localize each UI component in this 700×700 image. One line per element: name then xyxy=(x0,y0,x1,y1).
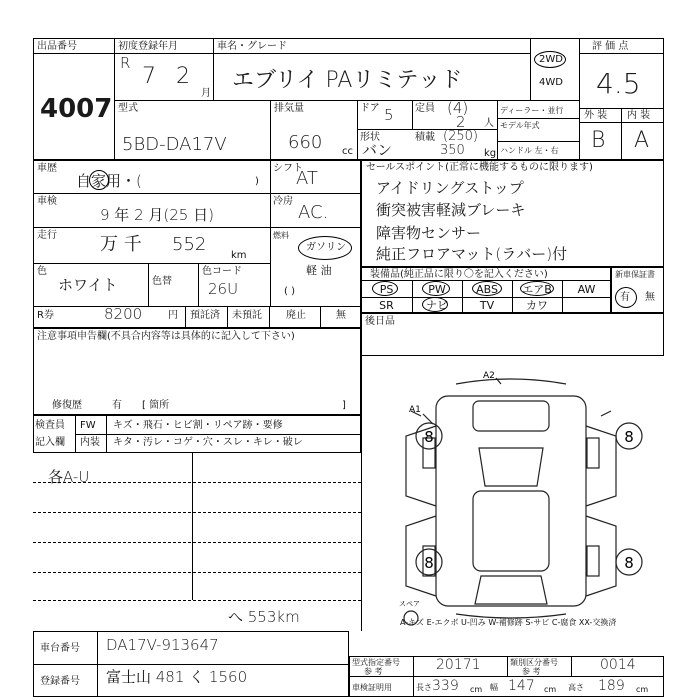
shift-value: AT xyxy=(296,168,318,189)
color-label: 色 xyxy=(37,266,47,277)
displacement-value: 660 xyxy=(288,132,323,153)
new-car-no: 無 xyxy=(645,292,655,303)
model-designation-value: 20171 xyxy=(436,657,481,673)
a2-note: A2 xyxy=(483,371,495,381)
recycle-label: R券 xyxy=(37,310,54,321)
legend-line-1: キズ・飛石・ヒビ割・リペア跡・要修 xyxy=(113,420,283,431)
load-unit: kg xyxy=(484,148,497,159)
width-label: 幅 xyxy=(490,683,498,692)
new-car-yes: 有 xyxy=(620,292,630,303)
lot-number: 4007 xyxy=(40,94,113,124)
door-label: ドア xyxy=(360,103,380,114)
sales-point-2: 衝突被害軽減ブレーキ xyxy=(376,201,526,219)
grade-value: 4.5 xyxy=(596,67,641,100)
entry-label: 記入欄 xyxy=(35,437,65,448)
width-value: 147 xyxy=(508,678,535,694)
cert-label: 車検証明用 xyxy=(352,683,392,692)
mark-front-right: 8 xyxy=(624,428,634,446)
legend-line-2: キタ・汚レ・コゲ・穴・スレ・キレ・破レ xyxy=(113,437,303,448)
exterior-label: 外 装 xyxy=(584,110,608,121)
reference-label-2: 参 考 xyxy=(522,667,541,676)
sales-point-3: 障害物センサー xyxy=(376,224,482,242)
load-value2: 350 xyxy=(440,143,465,158)
fuel-value: ガソリン xyxy=(306,242,346,253)
damage-legend: A-キズ E-エクボ U-凹み W-補修跡 S-サビ C-腐食 XX-交換済 xyxy=(400,618,617,627)
history-close: ) xyxy=(255,176,259,187)
displacement-unit: cc xyxy=(342,146,353,157)
post-items-frame xyxy=(361,313,664,356)
repair-label: 修復歴 xyxy=(52,400,82,411)
model-designation-label: 型式指定番号 xyxy=(352,658,400,667)
handwritten-note: 各A-U xyxy=(48,468,90,486)
era-mark: R xyxy=(120,54,131,72)
mileage-prefix: 万 千 xyxy=(100,234,142,255)
chassis-label: 車台番号 xyxy=(40,643,80,654)
reference-label: 参 考 xyxy=(364,667,383,676)
sales-point-1: アイドリングストップ xyxy=(376,179,524,197)
capacity-value2: 2 xyxy=(456,113,466,131)
shape-value: バン xyxy=(362,141,393,159)
capacity-label: 定員 xyxy=(415,103,435,114)
equip-pw: PW xyxy=(428,283,446,296)
equip-ps: PS xyxy=(379,283,394,296)
equip-sr: SR xyxy=(379,299,394,312)
equip-pw-circle xyxy=(422,281,450,296)
recycle-unpaid: 未預託 xyxy=(232,310,262,321)
repair-yes: 有 xyxy=(112,400,122,411)
sales-point-4: 純正フロアマット(ラバー)付 xyxy=(376,245,568,263)
equip-leather: カワ xyxy=(526,299,548,312)
shift-label: シフト xyxy=(273,163,303,174)
shape-label: 形状 xyxy=(360,132,380,143)
post-label: 後日品 xyxy=(365,316,395,327)
inspection-value: 9 年 2 月(25 日) xyxy=(100,206,214,224)
interior-value: A xyxy=(634,128,650,153)
month-unit: 月 xyxy=(201,88,211,99)
model-value: 5BD-DA17V xyxy=(122,134,227,155)
color-code-value: 26U xyxy=(208,280,239,298)
length-value: 339 xyxy=(432,678,459,694)
history-label: 車歴 xyxy=(37,163,57,174)
fuel-alt: 軽 油 xyxy=(306,264,332,277)
new-car-yes-circle xyxy=(615,287,637,308)
history-private-circle xyxy=(89,170,109,190)
mileage-label: 走行 xyxy=(37,230,57,241)
mileage-value: 552 xyxy=(172,234,207,255)
repair-close: ] xyxy=(342,400,346,411)
a1-note: A1 xyxy=(409,405,421,415)
equip-tv: TV xyxy=(479,299,495,312)
inspection-label: 車検 xyxy=(37,196,57,207)
load-value: (250) xyxy=(443,129,478,144)
height-value: 189 xyxy=(598,678,625,694)
first-reg-year: 7 xyxy=(142,64,156,89)
fuel-gasoline-circle xyxy=(298,236,352,260)
equip-navi: ナビ xyxy=(426,299,448,312)
height-label: 高さ xyxy=(568,683,584,692)
first-reg-month: 2 xyxy=(176,64,190,89)
mark-front-left: 8 xyxy=(424,428,434,446)
equipment-label: 装備品(純正品に限り〇を記入ください) xyxy=(370,269,548,280)
grade-label: 評 価 点 xyxy=(592,41,629,52)
lot-label: 出品番号 xyxy=(37,41,77,52)
new-car-label: 新車保証書 xyxy=(615,270,655,279)
mark-rear-left: 8 xyxy=(424,554,434,572)
model-year-label: モデル年式 xyxy=(500,121,540,130)
equip-aw: AW xyxy=(577,283,596,296)
odometer-note: へ 553km xyxy=(228,608,300,626)
cm-1: cm xyxy=(470,685,483,694)
ac-label: 冷房 xyxy=(273,196,293,207)
recycle-none: 無 xyxy=(336,310,346,321)
fuel-label: 燃料 xyxy=(273,231,289,240)
model-label: 型式 xyxy=(118,103,138,114)
handle-label: ハンドル 左・右 xyxy=(500,146,559,155)
displacement-label: 排気量 xyxy=(274,103,304,114)
notice-label: 注意事項申告欄(不具合内容等は具体的に記入して下さい) xyxy=(37,331,295,342)
interior-label: 内 装 xyxy=(627,110,651,121)
capacity-value: (4) xyxy=(447,99,469,117)
cm-2: cm xyxy=(544,685,557,694)
color-code-label: 色コード xyxy=(202,266,242,277)
cm-3: cm xyxy=(636,685,649,694)
length-label: 長さ xyxy=(416,683,432,692)
spare-label: スペア xyxy=(399,600,420,608)
name-grade-label: 車名・グレード xyxy=(217,41,287,52)
recycle-unit: 円 xyxy=(168,310,178,321)
drive-4wd: 4WD xyxy=(539,77,563,88)
equip-abs-circle xyxy=(472,281,502,296)
plate-value: 富士山 481 く 1560 xyxy=(106,668,248,686)
equip-airbag: エアB xyxy=(522,283,552,296)
recycle-value: 8200 xyxy=(104,305,143,323)
door-value: 5 xyxy=(384,106,394,124)
chassis-value: DA17V-913647 xyxy=(106,636,219,654)
inspector-label: 検査員 xyxy=(35,420,65,431)
recycle-deposit: 預託済 xyxy=(190,310,220,321)
category-label: 類別区分番号 xyxy=(510,658,558,667)
recycle-abolished: 廃止 xyxy=(286,310,306,321)
car-name: エブリイ PAリミテッド xyxy=(232,68,463,93)
plate-label: 登録番号 xyxy=(40,676,80,687)
exterior-value: B xyxy=(591,128,606,153)
sales-points-label: セールスポイント(正常に機能するものに限ります) xyxy=(366,162,593,173)
equip-navi-circle xyxy=(422,297,448,312)
category-value: 0014 xyxy=(600,657,636,673)
equip-ps-circle xyxy=(372,281,398,296)
first-reg-label: 初度登録年月 xyxy=(118,41,178,52)
repair-count: [ 箇所 xyxy=(142,400,170,411)
load-label: 積載 xyxy=(415,132,435,143)
color-change-label: 色替 xyxy=(152,276,172,287)
interior-tag: 内装 xyxy=(80,437,100,448)
equip-abs: ABS xyxy=(476,283,498,296)
color-value: ホワイト xyxy=(58,276,118,294)
drive-2wd: 2WD xyxy=(539,54,563,65)
mark-rear-right: 8 xyxy=(624,554,634,572)
history-value: 自家用・( xyxy=(76,172,142,190)
ac-value: AC. xyxy=(298,202,329,223)
capacity-unit: 人 xyxy=(484,118,494,129)
equip-airbag-circle xyxy=(520,281,554,296)
car-diagram xyxy=(361,356,664,631)
fuel-paren: ( ) xyxy=(284,286,295,297)
fw-tag: FW xyxy=(80,420,96,431)
mileage-unit: km xyxy=(231,250,247,261)
dealer-label: ディーラー・並行 xyxy=(500,106,564,115)
